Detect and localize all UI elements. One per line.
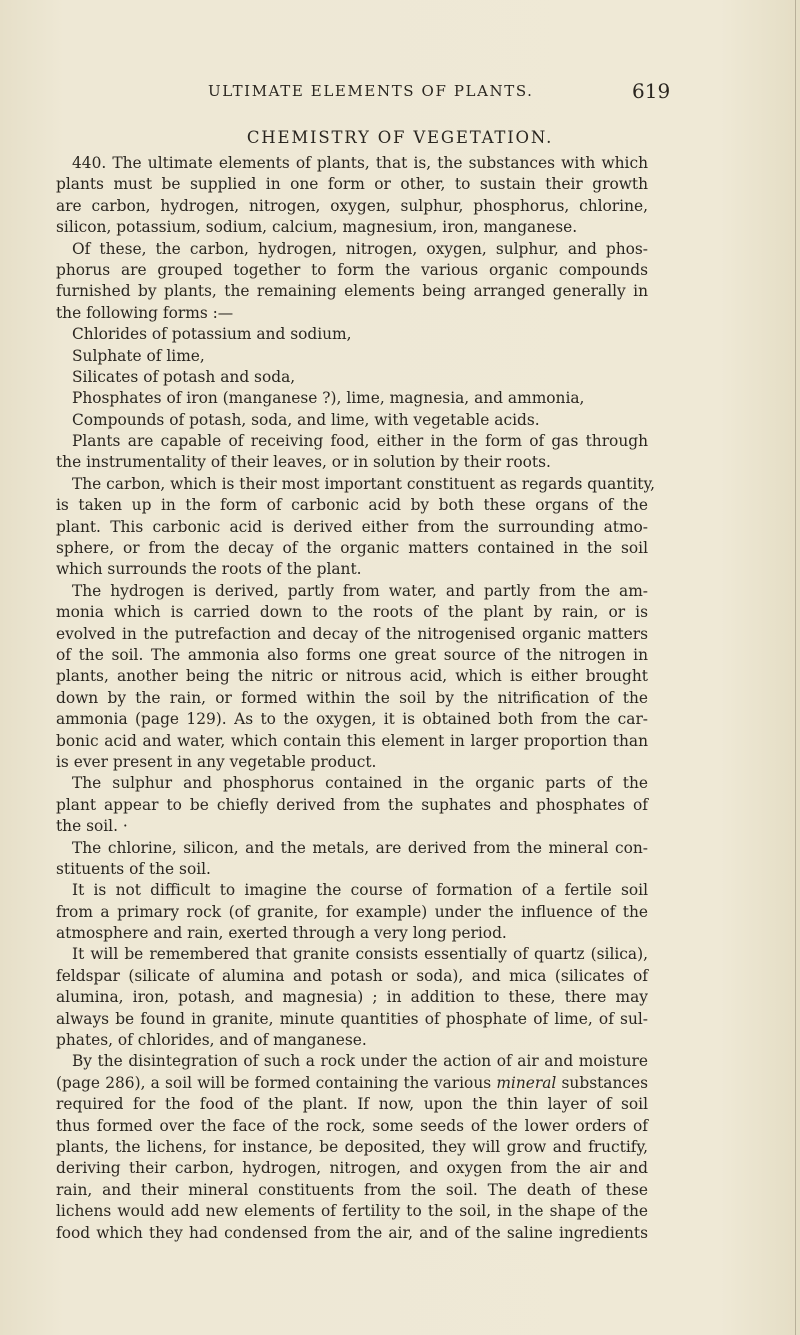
text-line: plants, another being the nitric or nitrous acid, which is either brought	[56, 667, 648, 686]
text-line: always be found in granite, minute quantities of phosphate of lime, of sul-	[56, 1009, 648, 1028]
text-line: thus formed over the face of the rock, some seeds of the lower orders of	[56, 1116, 648, 1135]
text-line: stituents of the soil.	[56, 859, 211, 878]
text-segment: (page 286), a soil will be formed containing the various	[56, 1073, 497, 1092]
text-line: By the disintegration of such a rock under the action of air and moisture	[72, 1052, 648, 1071]
text-line: deriving their carbon, hydrogen, nitrogen, and oxygen from the air and	[56, 1159, 648, 1178]
text-line: silicon, potassium, sodium, calcium, magnesium, iron, manganese.	[56, 218, 578, 237]
text-line: the instrumentality of their leaves, or in solution by their roots.	[56, 453, 551, 472]
italic-term: mineral	[496, 1073, 557, 1092]
text-line: evolved in the putrefaction and decay of the nitrogenised organic matters	[56, 624, 648, 643]
text-line: The sulphur and phosphorus contained in the organic parts of the	[72, 774, 648, 793]
text-line: bonic acid and water, which contain this element in larger proportion than	[56, 731, 648, 750]
text-line: lichens would add new elements of fertility to the soil, in the shape of the	[56, 1202, 648, 1221]
text-line: Silicates of potash and soda,	[72, 367, 296, 386]
text-line: food which they had condensed from the air, and of the saline ingredients	[56, 1223, 648, 1242]
text-line: alumina, iron, potash, and magnesia) ; in addition to these, there may	[56, 988, 648, 1007]
text-line: the following forms :—	[56, 303, 234, 322]
text-line: Compounds of potash, soda, and lime, with vegetable acids.	[72, 410, 540, 429]
text-line: It will be remembered that granite consists essentially of quartz (silica),	[72, 945, 648, 964]
running-head-title: ULTIMATE ELEMENTS OF PLANTS.	[208, 82, 534, 100]
text-line: ammonia (page 129). As to the oxygen, it is obtained both from the car-	[56, 710, 648, 729]
text-line: furnished by plants, the remaining elements being arranged generally in	[56, 282, 648, 301]
text-line: down by the rain, or formed within the soil by the nitrification of the	[56, 688, 648, 707]
text-line: monia which is carried down to the roots of the plant by rain, or is	[56, 603, 648, 622]
text-line: Chlorides of potassium and sodium,	[72, 325, 352, 344]
chapter-heading: CHEMISTRY OF VEGETATION.	[246, 128, 554, 147]
text-line: 440. The ultimate elements of plants, that is, the substances with which	[72, 154, 648, 172]
text-line: Of these, the carbon, hydrogen, nitrogen, oxygen, sulphur, and phos-	[72, 239, 648, 258]
body-text	[56, 153, 655, 1244]
text-line: rain, and their mineral constituents from the soil. The death of these	[56, 1180, 648, 1199]
text-line: phorus are grouped together to form the various organic compounds	[56, 260, 648, 279]
text-line	[56, 1073, 648, 1094]
text-line: Phosphates of iron (manganese ?), lime, magnesia, and ammonia,	[72, 389, 585, 408]
running-head	[0, 79, 800, 106]
text-line: plants, the lichens, for instance, be deposited, they will grow and fructify,	[56, 1137, 648, 1156]
text-line: sphere, or from the decay of the organic matters contained in the soil	[56, 539, 648, 558]
text-line: which surrounds the roots of the plant.	[56, 560, 362, 579]
text-line: is taken up in the form of carbonic acid by both these organs of the	[56, 496, 648, 515]
text-line: Sulphate of lime,	[72, 346, 205, 365]
text-segment: substances	[556, 1073, 648, 1092]
text-line: phates, of chlorides, and of manganese.	[56, 1031, 367, 1050]
text-line: required for the food of the plant. If now, upon the thin layer of soil	[56, 1095, 648, 1114]
page-edge	[795, 0, 796, 1335]
text-line: feldspar (silicate of alumina and potash or soda), and mica (silicates of	[56, 966, 648, 985]
text-line: the soil. ·	[56, 817, 128, 836]
text-line: atmosphere and rain, exerted through a very long period.	[56, 924, 507, 943]
text-line: are carbon, hydrogen, nitrogen, oxygen, sulphur, phosphorus, chlorine,	[56, 196, 648, 215]
text-line: The chlorine, silicon, and the metals, are derived from the mineral con-	[72, 838, 648, 857]
page-number: 619	[632, 79, 671, 103]
text-line: The carbon, which is their most important constituent as regards quantity,	[72, 474, 655, 493]
text-line: plants must be supplied in one form or other, to sustain their growth	[56, 175, 648, 194]
text-line: plant. This carbonic acid is derived either from the surrounding atmo-	[56, 517, 648, 536]
text-line: It is not difficult to imagine the course of formation of a fertile soil	[72, 881, 648, 900]
text-line: plant appear to be chiefly derived from the suphates and phosphates of	[56, 795, 648, 814]
text-line: from a primary rock (of granite, for example) under the influence of the	[56, 902, 648, 921]
text-line: Plants are capable of receiving food, either in the form of gas through	[72, 432, 648, 451]
text-line: is ever present in any vegetable product.	[56, 752, 377, 771]
text-line: The hydrogen is derived, partly from water, and partly from the am-	[72, 581, 648, 600]
text-line: of the soil. The ammonia also forms one great source of the nitrogen in	[56, 645, 648, 664]
